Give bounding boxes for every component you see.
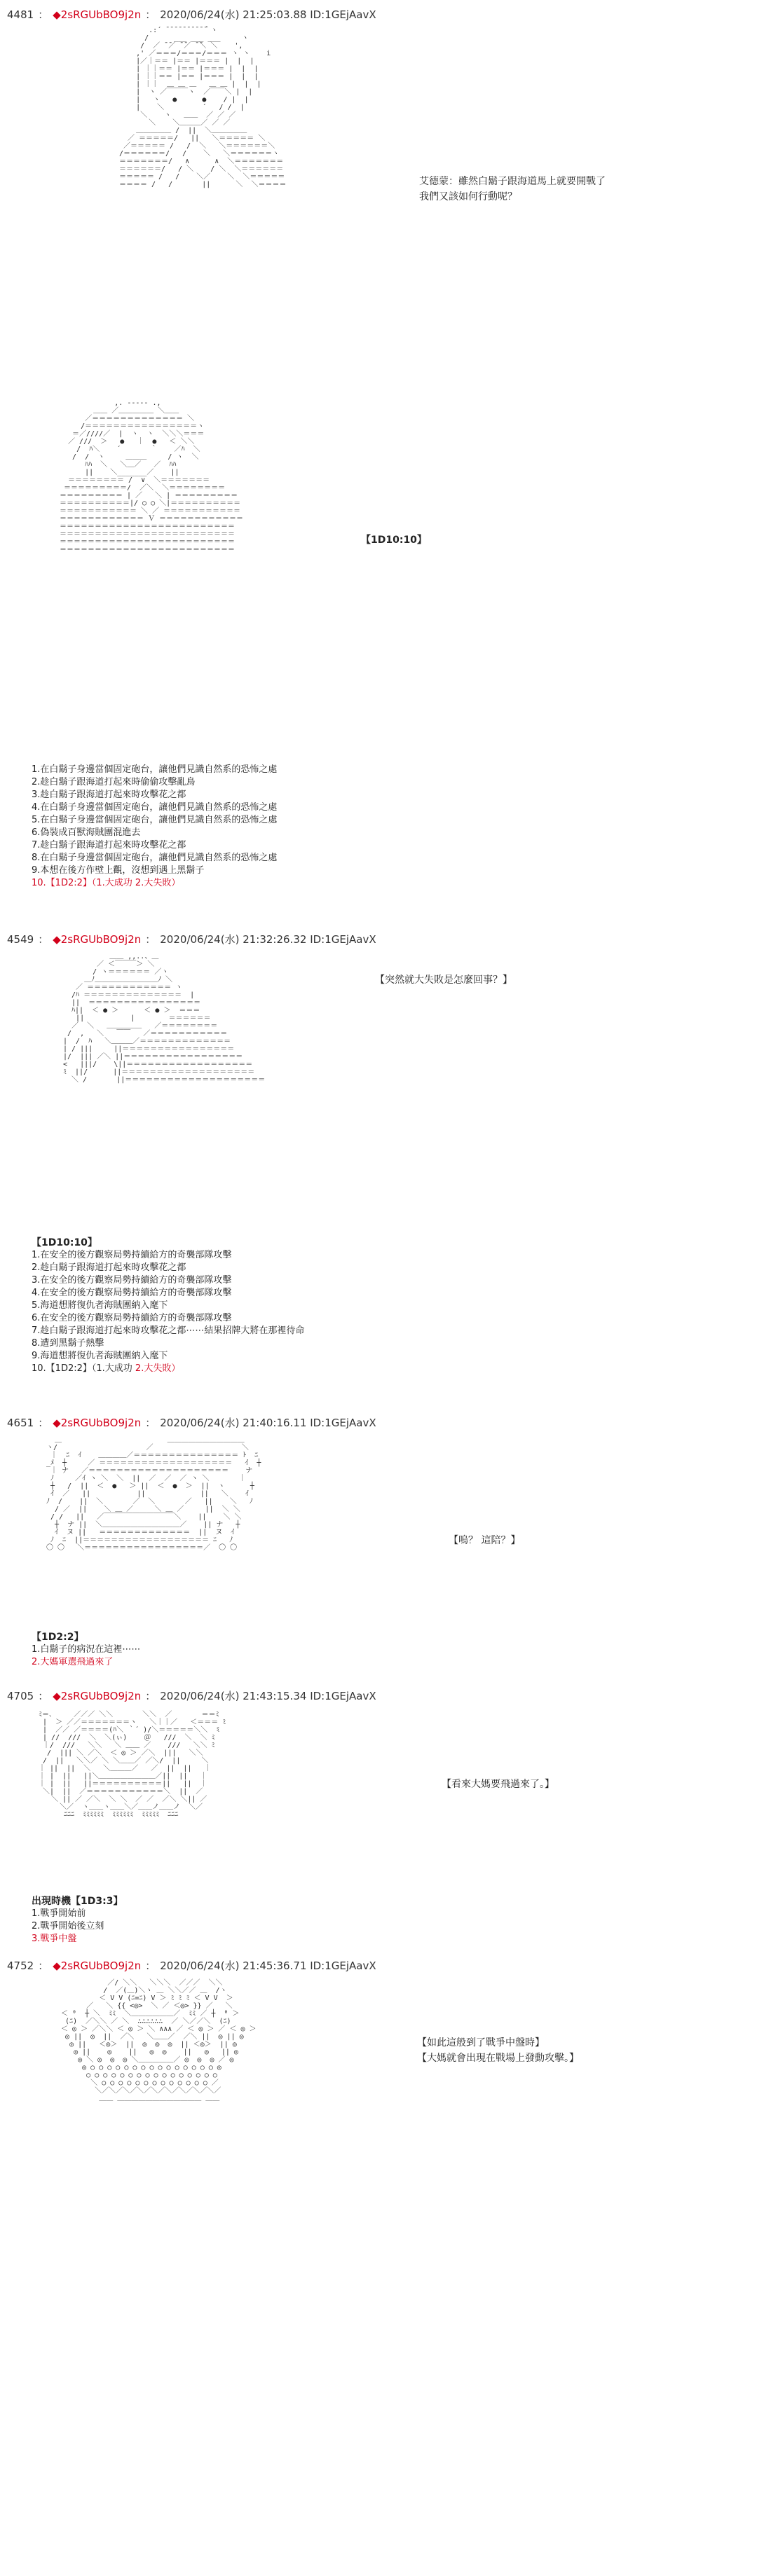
- poster-id[interactable]: ID:1GEjAavX: [310, 933, 376, 946]
- poster-trip: ◆2sRGUbBO9j2n: [53, 8, 142, 21]
- roll-result-highlight: 2.大媽軍選飛過來了: [32, 1657, 114, 1667]
- ascii-art-character: .:´ ̄ ̄ ̄ ̄ ̄ ̄ ̄ ̄ ̄ ̄｀ヽ / ___ ___ ___ ヽ / ／ ̄ ̄／ ̄ ̄／ ̄ ̄＼ ＼ ', ,' ／＝＝＝/＝＝＝/＝＝＝ ヽ ヽ i |／｜＝＝ |＝＝ |＝＝＝ | | | | ｜｜＝＝ |＝＝ |＝＝＝ | | | | ｜｜＝＝ |＝＝ |＝＝＝ | | | | ｜｜ ＿ ＿ ＿ ＿ ＿ | | | | ヽ ／￣￣￣ヽ ／￣￣＼ | | | ヽ ● ● / | | | ＼ ´ / / | ＼ ヽ ＿＿ ／ ／ ／ ＼ ＼＿＿＿／ ／ ／ ＿＿＿＿＿ / || ＼＿＿＿＿＿ ／ ＝＝＝＝＝/ || ＼＝＝＝＝＝ ＼ ／＝＝＝＝＝ / / ＼ ＼＝＝＝＝＝＝＼ /＝＝＝＝＝＝/ / ＼ ＼＝＝＝＝＝＝ヽ ＝＝＝＝＝＝＝/ ∧ ∧ ＼＝＝＝＝＝＝＝ ＝＝＝＝＝＝/ / ＼ / ＼ ＼＝＝＝＝＝＝ ＝＝＝＝＝ / / ＼／ ＼ ＼＝＝＝＝＝ ＝＝＝＝ / / || ＼ ＼＝＝＝＝: [119, 27, 287, 188]
- poster-trip: ◆2sRGUbBO9j2n: [53, 933, 142, 946]
- poster-id[interactable]: ID:1GEjAavX: [310, 1959, 376, 1972]
- option-item: 2.趁白鬍子跟海道打起來時偷偷攻擊亂鳥: [32, 777, 196, 787]
- roll-result-line: [32, 1363, 304, 1375]
- dice-roll: 【1D2:2】: [32, 1632, 84, 1643]
- option-item: 5.在白鬍子身邊當個固定砲台，讓他們見識自然系的恐怖之處: [32, 815, 278, 825]
- post-datetime: 2020/06/24(水) 21:32:26.32: [160, 933, 307, 946]
- poster-id[interactable]: ID:1GEjAavX: [310, 1690, 376, 1702]
- option-item: 2.戰爭開始後立刻: [32, 1921, 104, 1931]
- post-number[interactable]: 4651: [7, 1417, 34, 1429]
- post-header: 4549 ： ◆2sRGUbBO9j2n ： 2020/06/24(水) 21:32:26.32 ID:1GEjAavX: [7, 933, 376, 946]
- option-item: 1.白鬍子的病況在這裡⋯⋯: [32, 1644, 141, 1655]
- dice-roll: 【1D10:10】: [361, 535, 427, 546]
- option-item: 2.趁白鬍子跟海道打起來時攻擊花之都: [32, 1262, 186, 1273]
- ascii-art-character: ＿ ＿＿＿＿＿＿＿＿＿＿＿ ヽ/ ／ ＼ ｜ ﾆ ｲ ＿＿＿＿／＝＝＝＝＝＝＝＝＝＝＝＝＝＝＝ ﾄ ﾆ _ﾒ ┼ ／ ＝＝＝＝＝＝＝＝＝＝＝＝＝＝＝＝＝＝＝ ｲ ┼ ｜ ナ ／＝＝＝＝＝＝＝＝＝＝＝＝＝＝＝＝＝＝＝＝ ナ ﾉ ／ｲ ヽ ＼ ＼ || ／ ／ ／ ヽ ＼ ｜ ┼ / || ＜ ● ＞ || ＜ ● ＞ || ヽ ┼ ｲ ／ || || || ＼ ｲ ﾉ / || ＼ ／ ＼ ／ || ＼ ﾉ / ／ || ＼ ＿ ／ ＼ ＿ ／ || ＼ ＼ / / || ／￣￣￣￣￣￣￣￣￣￣＼ || ＼ ＼ ┼ ナ || ＼＿＿＿＿＿＿＿＿＿＿＿／ || ナ ┼ ｲ ヌ || ＝＝＝＝＝＝＝＝＝＝＝＝＝ || ヌ ｲ ﾉ ﾆ ||＝＝＝＝＝＝＝＝＝＝＝＝＝＝＝＝＝＝ ﾆ ﾉ 〇 〇 ＼＝＝＝＝＝＝＝＝＝＝＝＝＝＝＝＝＝／ 〇 〇: [46, 1436, 261, 1552]
- dialogue-line: 【突然就大失敗是怎麼回事？】: [375, 974, 512, 986]
- option-item: 6.偽裝成百獸海賊團混進去: [32, 827, 141, 838]
- dice-roll: 【1D10:10】: [32, 1237, 97, 1248]
- roll-result-line: [32, 1656, 140, 1669]
- option-item: 6.在安全的後方觀察局勢持續給方的奇襲部隊攻擊: [32, 1313, 232, 1323]
- option-item: 4.在白鬍子身邊當個固定砲台，讓他們見識自然系的恐怖之處: [32, 802, 278, 813]
- post-number[interactable]: 4549: [7, 933, 34, 946]
- dialogue-box: [442, 1777, 554, 1792]
- option-item: 7.趁白鬍子跟海道打起來時攻擊花之都⋯⋯結果招牌大將在那裡待命: [32, 1325, 305, 1336]
- roll-prefix: 10.【1D2:2】（1.大成功: [32, 1363, 135, 1374]
- option-item: 5.海道想將復仇者海賊團納入麾下: [32, 1300, 168, 1311]
- option-item: 1.在安全的後方觀察局勢持續給方的奇襲部隊攻擊: [32, 1250, 232, 1260]
- dialogue-line: 我們又該如何行動呢？: [419, 191, 517, 202]
- roll-result-highlight: 2.大失敗）: [135, 878, 181, 888]
- post-header: 4481 ： ◆2sRGUbBO9j2n ： 2020/06/24(水) 21:25:03.88 ID:1GEjAavX: [7, 8, 376, 21]
- option-item: 4.在安全的後方觀察局勢持續給方的奇襲部隊攻擊: [32, 1288, 232, 1298]
- option-item: 3.在安全的後方觀察局勢持續給方的奇襲部隊攻擊: [32, 1275, 232, 1286]
- roll-prefix: 10.【1D2:2】（1.大成功: [32, 878, 135, 888]
- option-list: [32, 764, 277, 890]
- post-header: 4705 ： ◆2sRGUbBO9j2n ： 2020/06/24(水) 21:43:15.34 ID:1GEjAavX: [7, 1690, 376, 1702]
- poster-trip: ◆2sRGUbBO9j2n: [53, 1690, 142, 1702]
- poster-trip: ◆2sRGUbBO9j2n: [53, 1417, 142, 1429]
- option-list: [32, 1237, 304, 1375]
- post-datetime: 2020/06/24(水) 21:25:03.88: [160, 8, 307, 21]
- poster-trip: ◆2sRGUbBO9j2n: [53, 1959, 142, 1972]
- post-datetime: 2020/06/24(水) 21:40:16.11: [160, 1417, 307, 1429]
- dialogue-box: [449, 1533, 520, 1548]
- post-header: 4651 ： ◆2sRGUbBO9j2n ： 2020/06/24(水) 21:40:16.11 ID:1GEjAavX: [7, 1417, 376, 1429]
- ascii-art-character: ,. ----- ., ＿＿ ／＿＿＿＿＿ ＼＿＿ ／＝＝＝＝＝＝＝＝＝＝＝＝＝ ＼ /＝＝＝＝＝＝＝＝＝＝＝＝＝＝＝＝ヽ ＝／////／ | ヽ ヽ ＼＼＼＝＝＝ ／ /// ＞ ● ｜ ● ＜ ＼＼ / ﾊ＼ ´ ｀ ／ﾊ ＼ / / ヽ ＿＿＿ / ヽ ＼ ﾊﾊ ＼ ＼＿／ ／ ﾊﾊ || ＼_______／ || ＝＝＝＝＝＝＝＝ / ∨ ＼＝＝＝＝＝＝＝ ＝＝＝＝＝＝＝＝＝/ ／＼ ＼＝＝＝＝＝＝＝＝ ＝＝＝＝＝＝＝＝＝ | ／ ＼ | ＝＝＝＝＝＝＝＝＝ ＝＝＝＝＝＝＝＝＝＝|/ ○ ○ ＼|＝＝＝＝＝＝＝＝＝＝ ＝＝＝＝＝＝＝＝＝＝＝ ＼ ／ ＝＝＝＝＝＝＝＝＝＝＝ ＝＝＝＝＝＝＝＝＝＝＝＝ Ｖ ＝＝＝＝＝＝＝＝＝＝＝＝ ＝＝＝＝＝＝＝＝＝＝＝＝＝＝＝＝＝＝＝＝＝＝＝＝＝ ＝＝＝＝＝＝＝＝＝＝＝＝＝＝＝＝＝＝＝＝＝＝＝＝＝ ＝＝＝＝＝＝＝＝＝＝＝＝＝＝＝＝＝＝＝＝＝＝＝＝＝ ＝＝＝＝＝＝＝＝＝＝＝＝＝＝＝＝＝＝＝＝＝＝＝＝＝: [60, 399, 244, 553]
- option-item: 8.在白鬍子身邊當個固定砲台，讓他們見識自然系的恐怖之處: [32, 853, 278, 863]
- post-header: 4752 ： ◆2sRGUbBO9j2n ： 2020/06/24(水) 21:45:36.71 ID:1GEjAavX: [7, 1959, 376, 1972]
- post-number[interactable]: 4481: [7, 8, 34, 21]
- ascii-art-character: ／/ ＼＼ ＼＼＼ ／／／ ＼＼ / ／(＿)＼ヽ ＿ ＼＼／／ ＿ /ヽ ＜ V V (ﾆ=ﾆ) V ＞ ﾐ ﾐ ﾐ ＜ V V ＞ ／ ＼ {{ <◎> ＼ ／ ＜◎> }} ／ ＼ ＜ ⁰ ┼ ＼ ﾐﾐ ＼＿＿＿＿＿＿／ ﾐﾐ ／ ┼ ⁰ ＞ (ﾆ) ／＼＼ ／ ＼ ∴∴∴∴∴∴ ／ ＼／／＼ (ﾆ) ＜ ◎ ＞ ／＼＼ ＜ ◎ ＞ ＼ ∧∧∧ ／ ＜ ◎ ＞ ／ ＜ ◎ ＞ ◎ || ◎ || ／＼ ＼＿＿／ ／＼ || ◎ || ◎ ◎ || ＜◎＞ || ◎ ◎ ◎ || ＜◎＞ || ◎ ◎ || ◎ || ◎ ◎ || ◎ || ◎ ◎ ＼ ◎ ◎ ◎ ＼＿＿＿＿＿／ ◎ ◎ ◎ ／ ◎ ◎ ○ ○ ○ ○ ○ ○ ○ ○ ○ ○ ○ ○ ○ ○ ○ ◎ ○ ○ ○ ○ ○ ○ ○ ○ ○ ○ ○ ○ ○ ○ ○ ○ ＼ ○ ○ ○ ○ ○ ○ ○ ○ ○ ○ ○ ○ ○ ／ ＼／＼／＼／＼／＼／＼／＼／＼／＼／ ＿＿ ＿＿＿＿＿＿＿＿＿＿＿＿ ＿＿: [61, 1979, 257, 2102]
- post-number[interactable]: 4705: [7, 1690, 34, 1702]
- roll-result-highlight: 2.大失敗）: [135, 1363, 181, 1374]
- option-item: 9.本想在後方作壁上觀，沒想到遇上黑鬍子: [32, 865, 205, 876]
- roll-result-line: [32, 877, 277, 890]
- option-item: 7.趁白鬍子跟海道打起來時攻擊花之都: [32, 840, 186, 850]
- roll-result-line: [32, 1933, 123, 1945]
- dialogue-box: [419, 174, 606, 205]
- ascii-art-character: ﾐ＝､ ／／／ ＼＼ ＼＼ ／ ＝＝ﾐ | ＞ ／／＝＝＝＝＝＝＝ヽ ＼｜｜／ ＜＝＝＝ ﾐ | ／／ ／＝＝＝＝(ﾊ＼ ｀´ )/＼＝＝＝＝＝＼＼ ﾐ | // /// ＼ ＼(ぃ) ＠ /// ＼ ＼ ﾐ ｜/ /// ＼＼ ＼ ＿＿ ／ /// ＼＼ ﾐ / ||| ＼ ／＼ ＜ ◎ ＞ ／＼ ||| ＼＼ / || ＼＼／ ＼ ＼＿＿／ ／＼/ || ＼ ｜ || || ＼ ＼＿＿＿／ ／ || || ｜ ｜ | || ||＼＿＿＿＿＿＿＿＿／|| || ｜ ｜ | || ||＝＝＝＝＝＝＝＝＝＝|| || ｜ ＼| || ／＝＝＝＝＝＝＝＝＝＝＝＼ || ／ ＼ || ／ ／＼ ＼ ＼ ／ ／ ／＼ ＼|| ／ ＼／ ヽ＿＿ヽ＿＿＼／＿＿ノ＿＿ノ ＼／ ﾆﾆﾆ ﾐﾐﾐﾐﾐﾐ ﾐﾐﾐﾐﾐﾐ ﾐﾐﾐﾐﾐ ﾆﾆﾆ: [39, 1711, 226, 1819]
- dialogue-line: 【嗚？ 這陪？】: [449, 1535, 521, 1546]
- dialogue-line: 【看來大媽要飛過來了。】: [442, 1779, 554, 1790]
- post-datetime: 2020/06/24(水) 21:45:36.71: [160, 1959, 307, 1972]
- post-number[interactable]: 4752: [7, 1959, 34, 1972]
- dialogue-line: 【大媽就會出現在戰場上發動攻擊。】: [417, 2053, 579, 2064]
- dialogue-box: [417, 2035, 579, 2066]
- dialogue-line: 艾德蒙：雖然白鬍子跟海道馬上就要開戰了: [419, 176, 606, 187]
- poster-id[interactable]: ID:1GEjAavX: [310, 1417, 376, 1429]
- option-list: [32, 1631, 140, 1669]
- post-datetime: 2020/06/24(水) 21:43:15.34: [160, 1690, 307, 1702]
- roll-result-highlight: 3.戰爭中盤: [32, 1934, 77, 1944]
- option-item: 1.戰爭開始前: [32, 1908, 86, 1919]
- option-item: 3.趁白鬍子跟海道打起來時攻擊花之都: [32, 790, 186, 800]
- dice-roll: 出現時機【1D3:3】: [32, 1896, 123, 1907]
- option-item: 1.在白鬍子身邊當個固定砲台，讓他們見識自然系的恐怖之處: [32, 764, 278, 775]
- dialogue-box: [375, 972, 512, 988]
- poster-id[interactable]: ID:1GEjAavX: [310, 8, 376, 21]
- option-list: [32, 1895, 123, 1945]
- option-item: 9.海道想將復仇者海賊團納入麾下: [32, 1351, 168, 1361]
- ascii-art-character: ＿＿ ,,..、＿ ／ ＜￣￣￣＞ ＼ / ヽ＝＝＝＝＝＝ ／ヽ ＿ﾉ＿＿＿＿＿＿＿＿＿ﾉ ＼ ／ ＝＝＝＝＝＝＝＝＝＝＝＝ ヽ /ﾊ ＝＝＝＝＝＝＝＝＝＝＝＝＝＝ | || ＝＝＝＝＝＝＝＝＝＝＝＝＝＝＝＝ ﾊ|| ＜ ● ＞ ＜ ● ＞ ＝＝＝ || | ＝＝＝＝＝＝ ／ ＼ ＿＿＿＿＿ ／＝＝＝＝＝＝＝＝ / , ＼ ￣￣ ／＝＝＝＝＝＝＝＝＝＝＝ | / ﾊ ＼＿＿＿／＝＝＝＝＝＝＝＝＝＝＝＝＝ | / ||| ||＝＝＝＝＝＝＝＝＝＝＝＝＝＝＝＝ |/ ||| ／＼ ||＝＝＝＝＝＝＝＝＝＝＝＝＝＝＝＝＝ < |||/ \||＝＝＝＝＝＝＝＝＝＝＝＝＝＝＝＝＝＝ ﾐ ||/ ||＝＝＝＝＝＝＝＝＝＝＝＝＝＝＝＝＝＝＝ ＼ / ||＝＝＝＝＝＝＝＝＝＝＝＝＝＝＝＝＝＝＝＝: [63, 953, 266, 1084]
- dialogue-line: 【如此這般到了戰爭中盤時】: [417, 2037, 545, 2048]
- option-item: 8.遭到黑鬍子熱擊: [32, 1338, 104, 1349]
